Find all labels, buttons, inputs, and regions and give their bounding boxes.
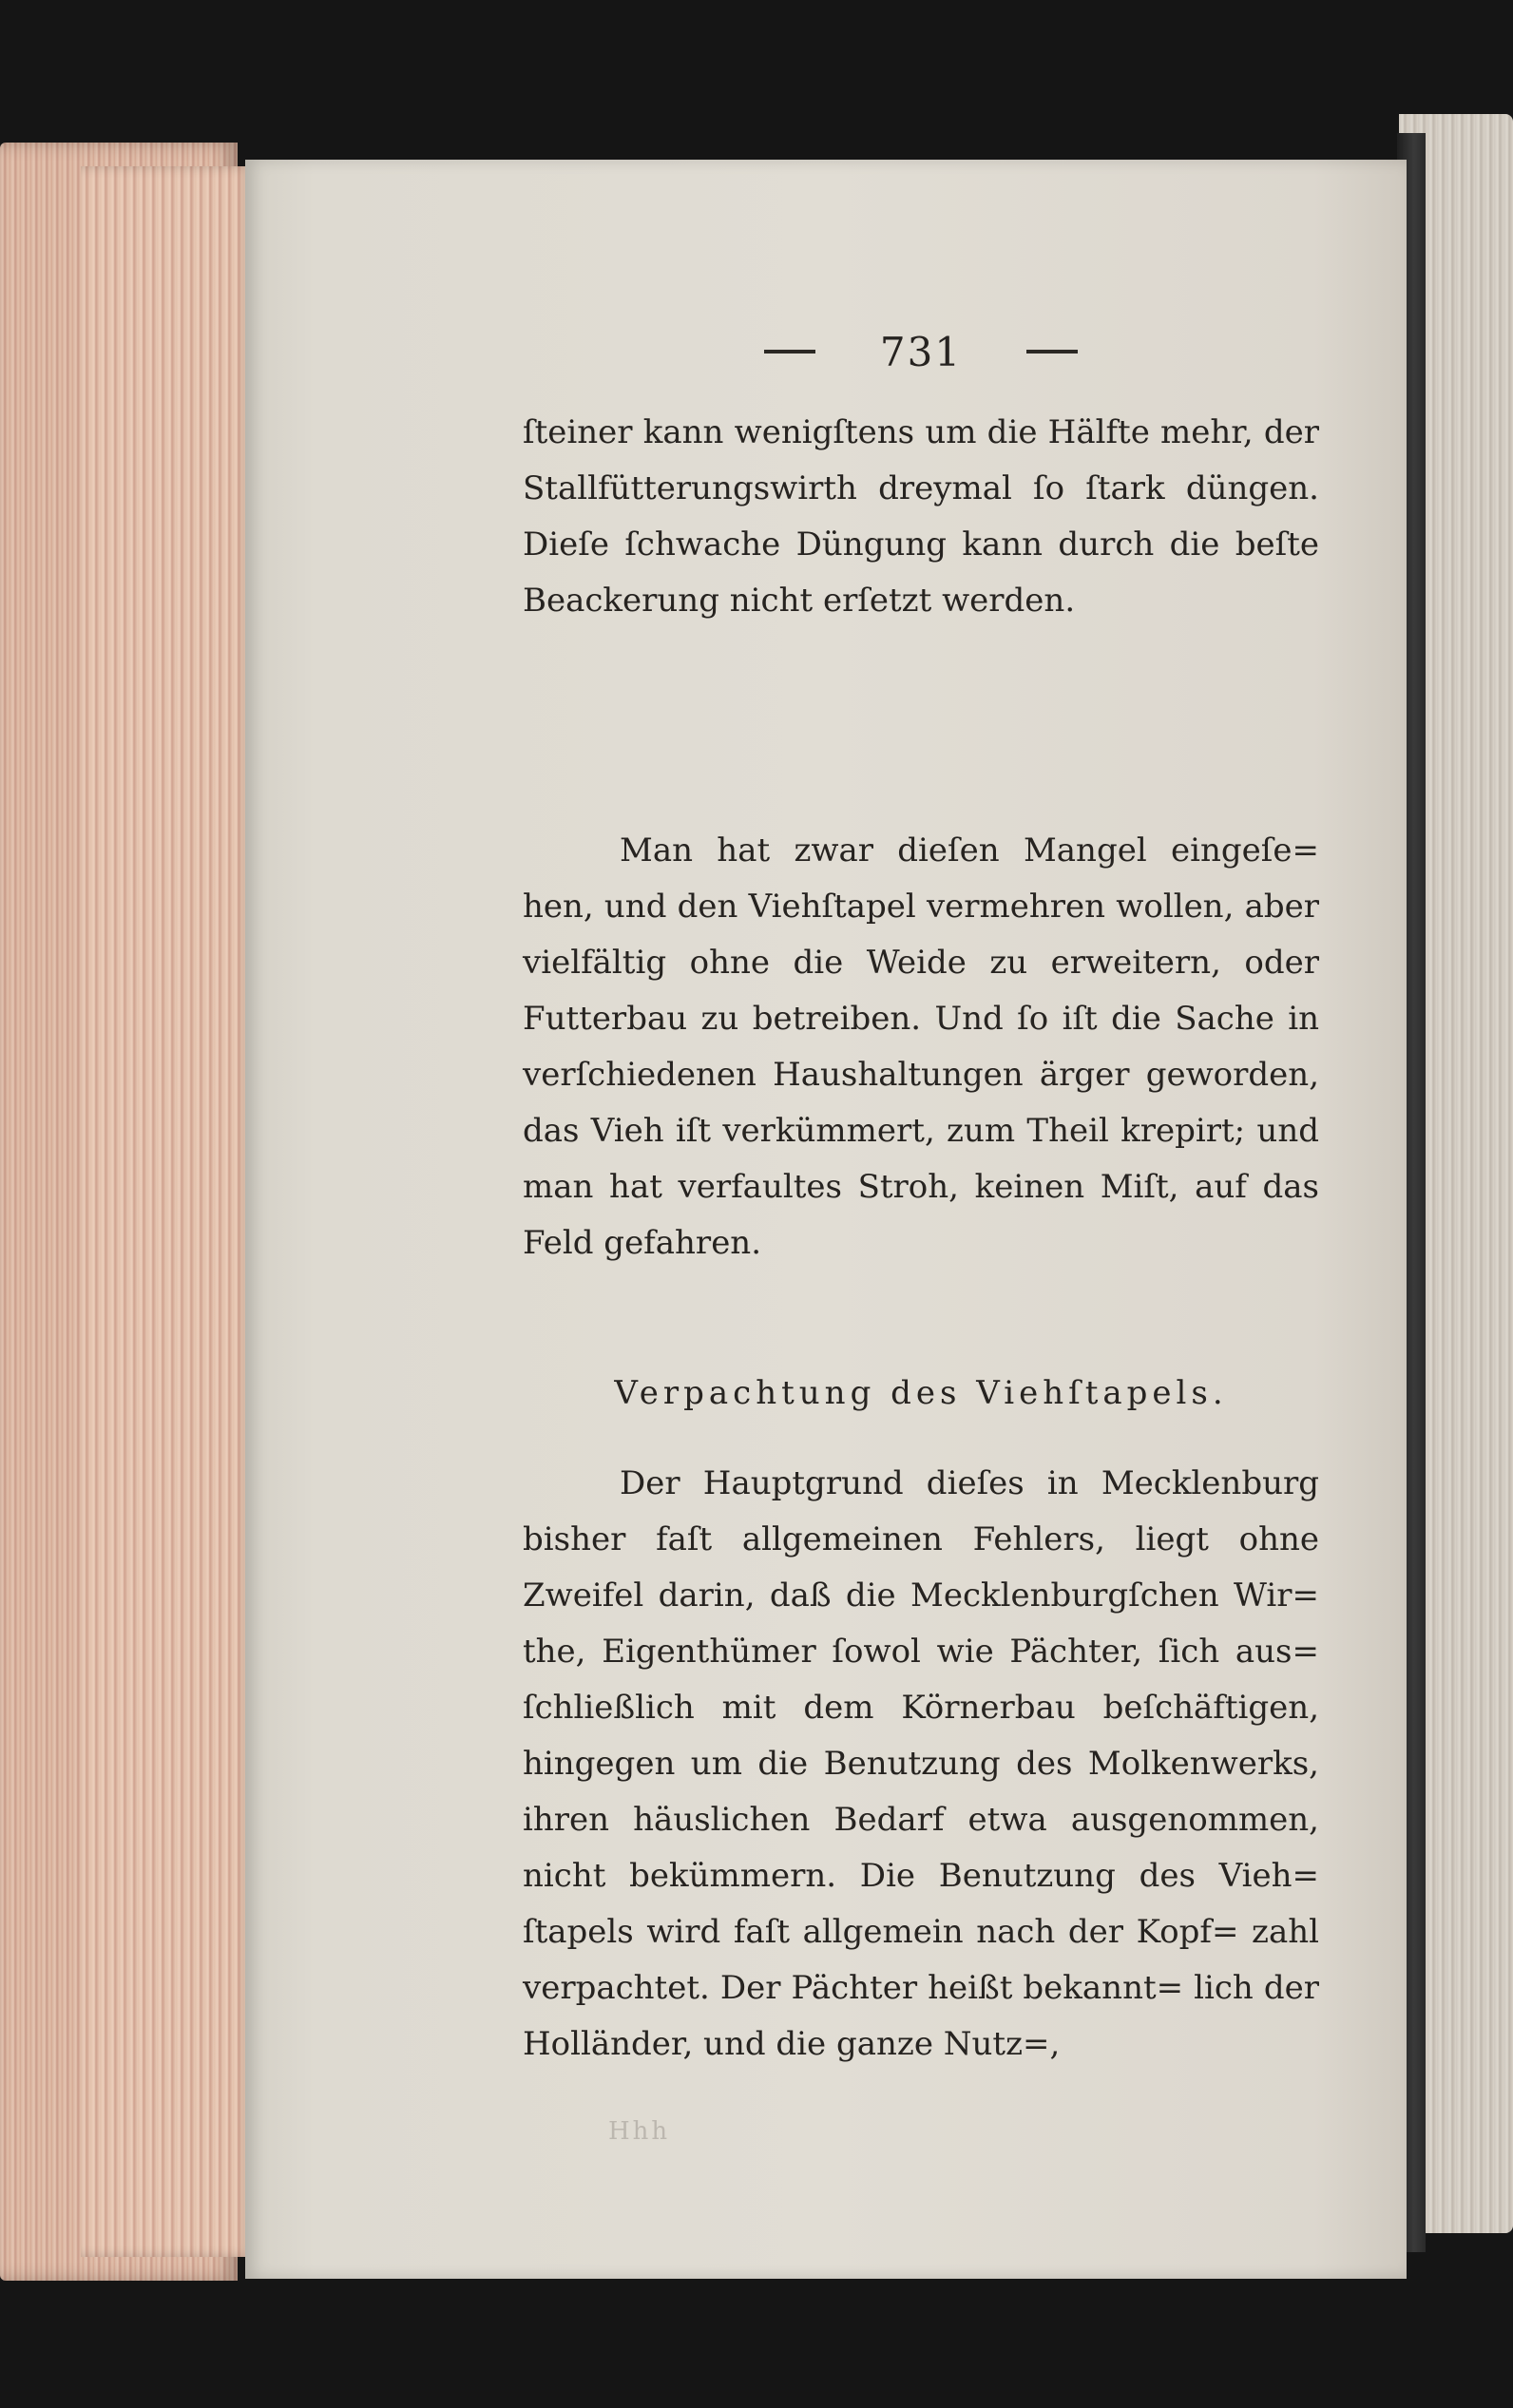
signature-mark: Hhh (608, 2117, 671, 2146)
page-header (523, 323, 1319, 380)
header-dash-right (1026, 350, 1078, 354)
paragraph-3: Der Hauptgrund dieſes in Mecklenburg bisher faſt allgemeinen Fehlers, liegt ohne Zweifel darin, daß die Mecklenburgſchen Wir= the, Eigenthümer ſowol wie Pächter, ſich aus= ſchließlich mit dem Körnerbau beſchäftigen, hingegen um die Benutzung des Molkenwerks, ihren häuslichen Bedarf etwa ausgenommen, nicht bekümmern. Die Benutzung des Vieh= ſtapels wird faſt allgemein nach der Kopf= zahl verpachtet. Der Pächter heißt bekannt= lich der Holländer, und die ganze Nutz=, (523, 1464, 1319, 2063)
section-title: Verpachtung des Viehſtapels. (614, 1374, 1228, 1412)
left-page-edges-inner (81, 166, 252, 2257)
book-page (245, 160, 1407, 2279)
header-dash-left (764, 350, 815, 354)
page-number: 731 (879, 328, 963, 375)
paragraph-1: ſteiner kann wenigſtens um die Hälfte mehr, der Stallfütterungswirth dreymal ſo ſtark düngen. Dieſe ſchwache Düngung kann durch die beſte Beackerung nicht erſetzt werden. (523, 413, 1319, 620)
paragraph-2: Man hat zwar dieſen Mangel eingeſe= hen, und den Viehſtapel vermehren wollen, aber vielfältig ohne die Weide zu erweitern, oder Futterbau zu betreiben. Und ſo iſt die Sache in verſchiedenen Haushaltungen ärger geworden, das Vieh iſt verkümmert, zum Theil krepirt; und man hat verfaultes Stroh, keinen Miſt, auf das Feld gefahren. (523, 831, 1319, 1262)
